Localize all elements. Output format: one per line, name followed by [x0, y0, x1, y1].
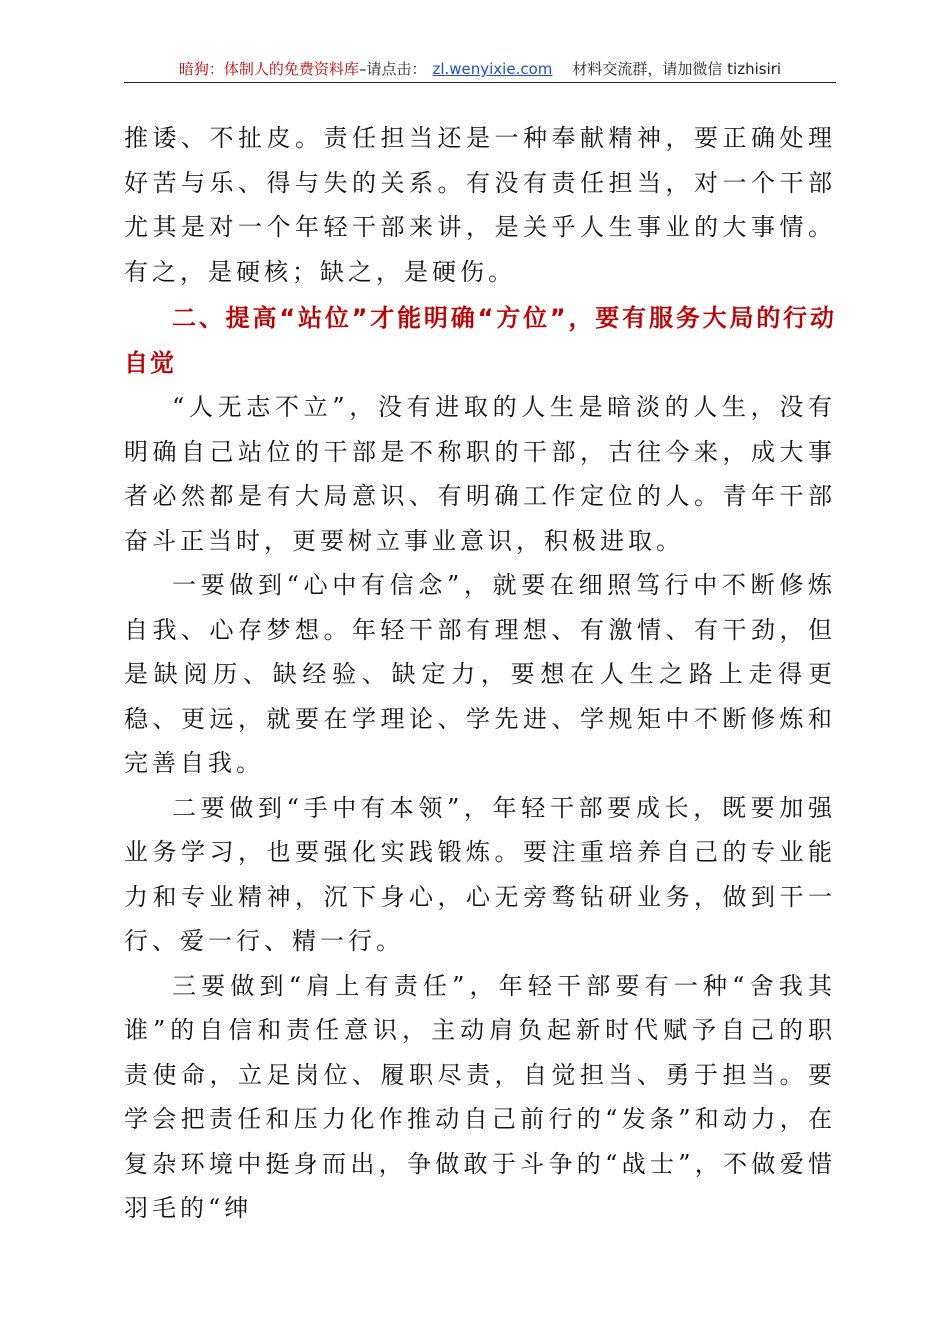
header-brand: 暗狗：体制人的免费资料库 — [178, 60, 359, 78]
paragraph-belief: 一要做到“心中有信念”，就要在细照笃行中不断修炼自我、心存梦想。年轻干部有理想、有激情、有干劲，但是缺阅历、缺经验、缺定力，要想在人生之路上走得更稳、更远，就要在学理论、学先进、学规矩中不断修炼和完善自我。 — [124, 571, 836, 777]
section-heading-2: 二、提高“站位”才能明确“方位”，要有服务大局的行动自觉 — [124, 304, 836, 377]
page-header — [124, 56, 836, 83]
paragraph-responsibility: 三要做到“肩上有责任”，年轻干部要有一种“舍我其谁”的自信和责任意识，主动肩负起新时代赋予自己的职责使命，立足岗位、履职尽责，自觉担当、勇于担当。要学会把责任和压力化作推动自己前行的“发条”和动力，在复杂环境中挺身而出，争做敢于斗争的“战士”，不做爱惜羽毛的“绅 — [124, 971, 836, 1222]
header-wechat-note: 材料交流群，请加微信 tizhisiri — [572, 60, 782, 78]
header-link[interactable]: zl.wenyixie.com — [432, 60, 553, 78]
paragraph-skills: 二要做到“手中有本领”，年轻干部要成长，既要加强业务学习，也要强化实践锻炼。要注重培养自己的专业能力和专业精神，沉下身心，心无旁骛钻研业务，做到干一行、爱一行、精一行。 — [124, 793, 836, 955]
paragraph-continued: 推诿、不扯皮。责任担当还是一种奉献精神，要正确处理好苦与乐、得与失的关系。有没有责任担当，对一个干部尤其是对一个年轻干部来讲，是关乎人生事业的大事情。有之，是硬核；缺之，是硬伤。 — [124, 124, 836, 286]
paragraph-ambition: “人无志不立”，没有进取的人生是暗淡的人生，没有明确自己站位的干部是不称职的干部，古往今来，成大事者必然都是有大局意识、有明确工作定位的人。青年干部奋斗正当时，更要树立事业意识，积极进取。 — [124, 393, 836, 555]
header-click-prompt: –请点击： — [358, 60, 427, 78]
document-body — [124, 116, 836, 1231]
